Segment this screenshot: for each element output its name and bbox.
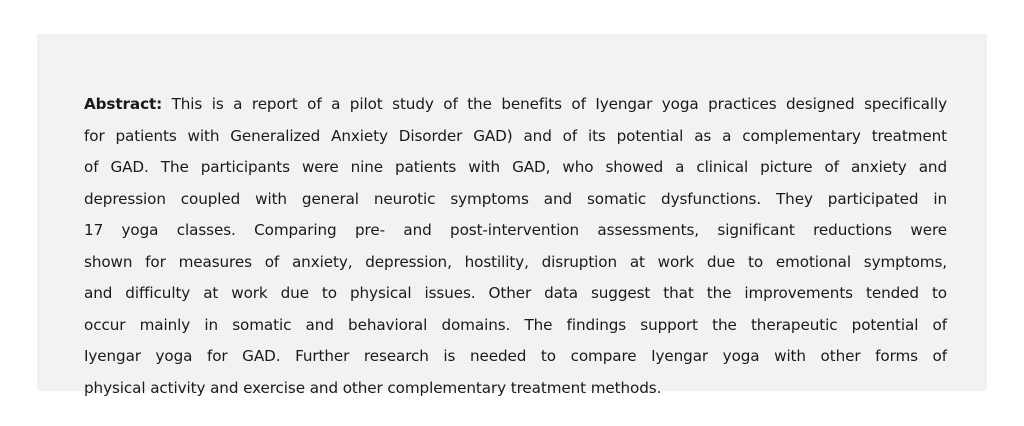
abstract-label: Abstract:: [84, 95, 163, 113]
abstract-line-5: 17 yoga classes. Comparing pre- and post-intervention assessments, significant reductions were: [84, 221, 947, 239]
abstract-line-3: of GAD. The participants were nine patients with GAD, who showed a clinical picture of anxiety and: [84, 158, 947, 176]
abstract-line-8: occur mainly in somatic and behavioral domains. The findings support the therapeutic potential of: [84, 315, 947, 334]
abstract-line-9: Iyengar yoga for GAD. Further research is needed to compare Iyengar yoga with other forms of: [84, 347, 947, 365]
abstract-line-2: for patients with Generalized Anxiety Disorder GAD) and of its potential as a complementary treatment: [84, 126, 947, 145]
abstract-line-10: physical activity and exercise and other complementary treatment methods.: [84, 378, 662, 397]
abstract-line-6: shown for measures of anxiety, depression, hostility, disruption at work due to emotional symptoms,: [84, 252, 947, 271]
abstract-box: [37, 34, 987, 397]
abstract-line-4: depression coupled with general neurotic symptoms and somatic dysfunctions. They participated in: [84, 189, 947, 208]
abstract-line-7: and difficulty at work due to physical issues. Other data suggest that the improvements tended to: [84, 284, 947, 302]
abstract-line-1: [84, 89, 947, 121]
abstract-text-1: This is a report of a pilot study of the benefits of Iyengar yoga practices designed specifically: [162, 95, 947, 113]
